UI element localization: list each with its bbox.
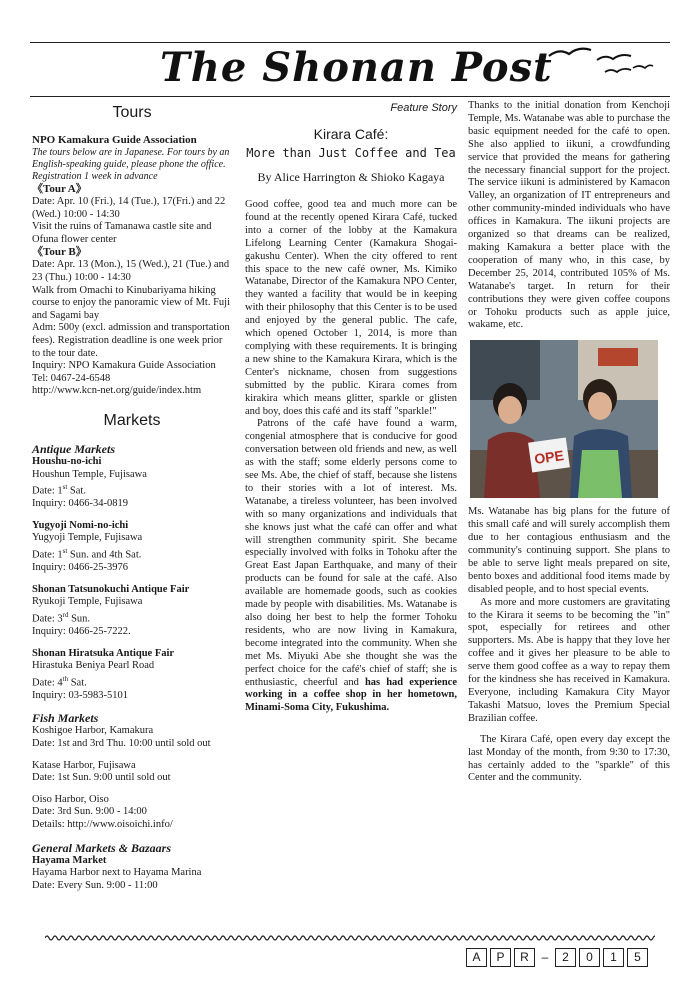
issue-year-digit: 0 — [579, 948, 600, 967]
market-item: Shonan Tatsunokuchi Antique Fair Ryukoji Temple, Fujisawa Date: 3rd Sun. Inquiry: 0466-25-7222. — [32, 583, 190, 637]
hayama-market-name: Hayama Market — [32, 854, 107, 866]
market-item: Shonan Hiratsuka Antique Fair Hirastuka Beniya Pearl Road Date: 4th Sat. Inquiry: 03-5983-5101 — [32, 647, 175, 701]
masthead-bottom-rule — [30, 96, 670, 97]
masthead-title: The Shonan Post — [160, 44, 553, 91]
tours-note: The tours below are in Japanese. For tours by an English-speaking guide, please phone the office. Registration 1 week in advance — [32, 147, 230, 182]
article-paragraph: Thanks to the initial donation from Kenchoji Temple, Ms. Watanabe was able to purchase the basic equipment needed for the café to open. She also applied to iikuni, a crowdfunding service that provided the means for gathering the necessary financial support for the project. The service iikuni is administered by Kamacon Valley, an organization of IT entrepreneurs and other community-minded individuals who have offices in Kamakura. The iikuni projects are organized so that dreams can be realized, making Kamakura a better place with the cooperation of many who, in this case, by December 25, 2014, contributed 105% of Ms. Watanabe's target. In return for their contributions they were given coffee coupons or Tohoku products such as apple juice, wakame, etc. — [468, 100, 670, 331]
fish-market-item: Koshigoe Harbor, Kamakura Date: 1st and 3rd Thu. 10:00 until sold out — [32, 725, 211, 749]
issue-year-digit: 5 — [627, 948, 648, 967]
open-sign-text: OPE — [533, 447, 565, 468]
tour-b-label: 《Tour B》 — [32, 246, 87, 259]
tours-title: Tours — [112, 104, 152, 121]
issue-date — [466, 948, 651, 967]
article-paragraph: Ms. Watanabe has big plans for the future of this small café and will surely accomplish them due to her contagious enthusiasm and the community's continuing support. She plans to be able to serve light meals prepared on site, bento boxes and additional food items made by disabled people, and to host special events. — [468, 506, 670, 595]
tour-b-desc: Walk from Omachi to Kinubariyama hiking course to enjoy the panoramic view of Mt. Fuji and Sagami bay — [32, 284, 230, 321]
tour-a-date: Date: Apr. 10 (Fri.), 14 (Tue.), 17(Fri.) and 22 (Wed.) 10:00 - 14:30 — [32, 196, 226, 220]
fish-market-item: Oiso Harbor, Oiso Date: 3rd Sun. 9:00 - 14:00 Details: http://www.oisoichi.info/ — [32, 794, 232, 832]
issue-month-letter: P — [490, 948, 511, 967]
tour-a-desc: Visit the ruins of Tamanawa castle site and Ofuna flower center — [32, 221, 212, 245]
market-item: Yugyoji Nomi-no-ichi Yugyoji Temple, Fujisawa Date: 1st Sun. and 4th Sat. Inquiry: 0466-25-3976 — [32, 519, 143, 574]
issue-year-digit: 1 — [603, 948, 624, 967]
issue-year-digit: 2 — [555, 948, 576, 967]
article-paragraph: The Kirara Café, open every day except the last Monday of the month, from 9:30 to 17:30, has certainly added to the "sparkle" of this Center and the community. — [468, 733, 670, 784]
fish-market-item: Katase Harbor, Fujisawa Date: 1st Sun. 9:00 until sold out — [32, 759, 171, 784]
tour-fee: Adm: 500y (excl. admission and transportation fees). Registration deadline is one week prior to the tour date. — [32, 322, 230, 359]
issue-month-letter: A — [466, 948, 487, 967]
tour-a-label: 《Tour A》 — [32, 183, 87, 195]
article-paragraph: As more and more customers are gravitating to the Kirara it seems to be becoming the "in" spot, especially for retirees and other supporters. Ms. Abe is happy that they love her coffee and it gives her pleasure to be able to serve them good coffee as a way to repay them for the kindness she has received in Kamakura. Everyone, including Kamakura City Mayor Takashi Matsuo, loves the Premium Special Brazilian coffee. — [468, 596, 670, 724]
issue-dash: – — [541, 950, 549, 964]
markets-title: Markets — [103, 411, 161, 429]
tour-tel: Tel: 0467-24-6548 — [32, 372, 111, 384]
right-column — [468, 100, 670, 785]
feature-subhead: More than Just Coffee and Tea — [246, 146, 456, 160]
left-column: Tours NPO Kamakura Guide Association The tours below are in Japanese. For tours by an English-speaking guide, please phone the office. Registration 1 week in advance 《Tour A》 Date: Apr. 10 (Fri.), 14 (Tue.), 17(Fri.) and 22 (Wed.) 10:00 - 14:30 Visit the ruins of Tamanawa castle site and Ofuna flower center 《Tour B》 Date: Apr. 13 (Mon.), 15 (Wed.), 21 (Tue.) and 23 (Thu.) 10:00 - 14:30 Walk from Omachi to Kinubariyama hiking course to enjoy the panoramic view of Mt. Fuji and Sagami bay Adm: 500y (excl. admission and transportation fees). Registration deadline is one week prior to the tour date. Inquiry: NPO Kamakura Guide Association Tel: 0467-24-6548 http://www.kcn-net.org/guide/index.htm Markets Antique Markets Houshu-no-ichi Houshun Temple, Fujisawa Date: 1st Sat. Inquiry: 0466-34-0819 Yugyoji Nomi-no-ichi Yugyoji Temple, Fujisawa Date: 1st Sun. and 4th Sat. Inquiry: 0466-25-3976 Shonan Tatsunokuchi Antique Fair Ryukoji Temple, Fujisawa Date: 3rd Sun. Inquiry: 0466-25-7222. Shonan Hiratsuka Antique Fair Hirastuka Beniya Pearl Road Date: 4th Sat. Inquiry: 03-5983-5101 Fish Markets Koshigoe Harbor, Kamakura Date: 1st and 3rd Thu. 10:00 until sold out Katase Harbor, Fujisawa Date: 1st Sun. 9:00 until sold out Oiso Harbor, Oiso Date: 3rd Sun. 9:00 - 14:00 Details: http://www.oisoichi.info/ General Markets & Bazaars Hayama Market Hayama Harbor next to Hayama Marina Date: Every Sun. 9:00 - 11:00 — [32, 104, 230, 891]
fish-markets-label: Fish Markets — [32, 711, 99, 726]
feature-byline: By Alice Harrington & Shioko Kagaya — [257, 170, 445, 184]
wave-divider — [45, 933, 655, 943]
antique-markets-label: Antique Markets — [32, 441, 116, 456]
middle-column — [245, 100, 457, 715]
tour-inquiry: Inquiry: NPO Kamakura Guide Association — [32, 360, 216, 372]
article-paragraph: Patrons of the café have found a warm, congenial atmosphere that is conducive for good conversation between old friends and new, as well as with the staff; some elderly persons come to see Ms. Abe, the chief of staff, because she listens to their stories with a lot of interest. Ms. Watanabe, a tireless volunteer, has been involved with so many organizations and individuals that she knows just what the café can offer and what will strengthen community spirit. She became especially involved with folks in Tohoku after the Great East Japan Earthquake, and many of their products can be found for sale at the café. Also available are homemade goods, such as cookies made by people with disabilities. Ms. Watanabe is also doing her best to help the former Tohoku residents, who are now living in Kamakura, become integrated into the community. When she met Ms. Miyuki Abe she thought she was the perfect choice for the café's chief of staff; she is enthusiastic, cheerful and has had experience working in a coffee shop in her hometown, Minami-Soma City, Fukushima. — [245, 418, 457, 714]
tour-url[interactable]: http://www.kcn-net.org/guide/index.htm — [32, 385, 202, 397]
cafe-photo — [470, 340, 658, 498]
cafe-staff-image — [470, 340, 658, 498]
issue-month-letter: R — [514, 948, 535, 967]
general-markets-label: General Markets & Bazaars — [32, 840, 172, 855]
market-item: Houshu-no-ichi Houshun Temple, Fujisawa Date: 1st Sat. Inquiry: 0466-34-0819 — [32, 455, 147, 510]
seagulls-icon — [545, 42, 655, 82]
feature-label: Feature Story — [390, 102, 457, 114]
feature-headline: Kirara Café: — [313, 126, 389, 142]
tour-b-date: Date: Apr. 13 (Mon.), 15 (Wed.), 21 (Tue.) and 23 (Thu.) 10:00 - 14:30 — [32, 259, 230, 283]
article-paragraph: Good coffee, good tea and much more can be found at the recently opened Kirara Café, tucked into a corner of the lobby at the Kamakura Lifelong Learning Center (Kamakura Shogai-gakushu Center). When the city offered to rent this space to the new café owner, Ms. Kimiko Watanabe, Director of the Kamakura NPO Center, they wanted a facility that would be in keeping with their philosophy that this Center is to be used and enjoyed by the general public. The cafe, which opened October 1, 2014, is more than complying with these requirements. It is bringing a new shine to the Kamakura Kirara, which is the Center's nickname, chosen from suggestions submitted by the public. Kirara comes from kirakira which means glitter, sparkle or glisten and boy, does this café and its staff "sparkle!" — [245, 199, 457, 417]
oiso-details-link[interactable]: Details: http://www.oisoichi.info/ — [32, 818, 173, 830]
tours-org: NPO Kamakura Guide Association — [32, 134, 197, 146]
